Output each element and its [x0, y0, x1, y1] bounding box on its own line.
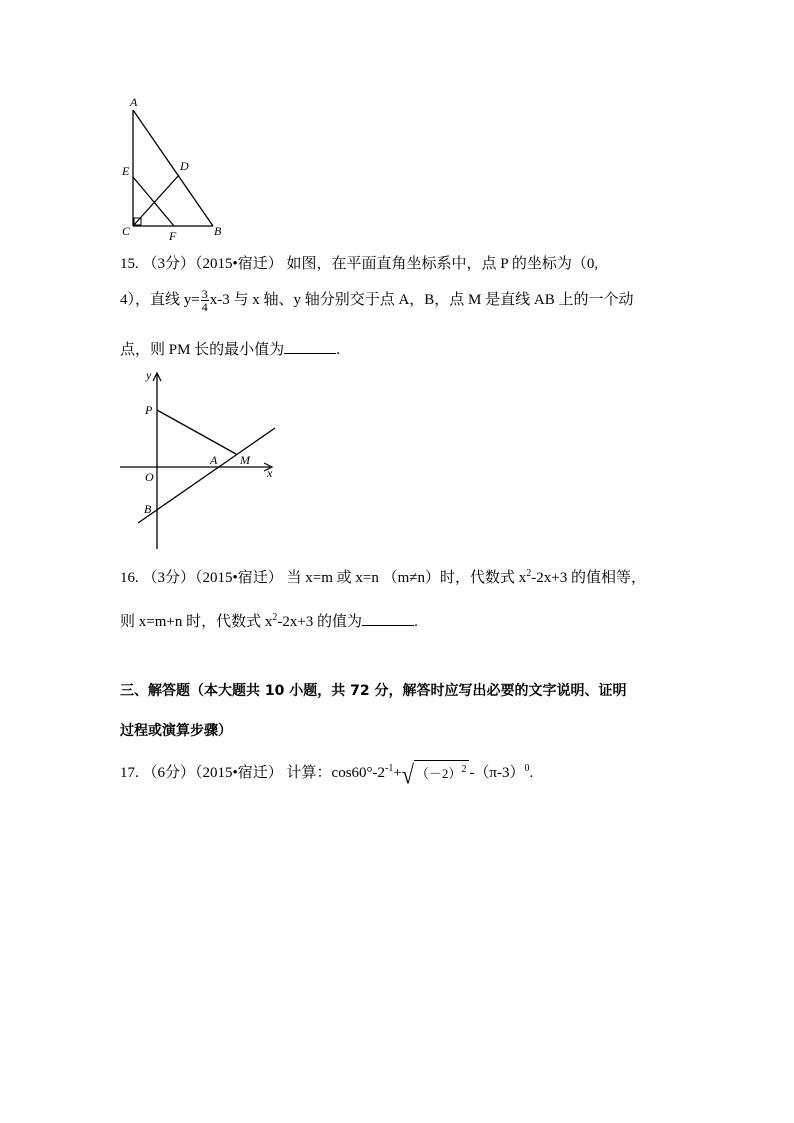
q16-line2: [120, 610, 418, 631]
q15-text-b-pre: 4），直线 y=: [120, 292, 200, 308]
fraction-numerator: 3: [201, 287, 208, 302]
label-B: B: [144, 502, 152, 516]
q17-lead: 计算：cos60°-2: [286, 765, 386, 782]
coordinate-diagram: [110, 365, 285, 555]
line-ab: [138, 428, 275, 523]
q16-text-a-pre: 当 x=m 或 x=n （m≠n）时，代数式 x: [286, 570, 527, 586]
label-P: P: [145, 403, 153, 417]
label-A: A: [210, 453, 218, 467]
label-B: B: [214, 224, 222, 238]
q15-source: （2015•宿迁）: [195, 256, 283, 272]
label-A: A: [130, 95, 138, 109]
q15-line1: [120, 252, 598, 273]
sqrt-icon: √: [401, 758, 414, 789]
q17-radicand-exponent: 2: [461, 764, 467, 775]
label-D: D: [180, 159, 189, 173]
figure-coordinate-plane: [110, 365, 285, 555]
q16-source: （2015•宿迁）: [195, 570, 283, 586]
q16-text-a-post: -2x+3 的值相等，: [531, 570, 646, 586]
label-x: x: [267, 466, 273, 480]
figure-triangle: [110, 92, 240, 242]
q16-text-b-pre: 则 x=m+n 时，代数式 x: [120, 614, 273, 630]
q15-line3: [120, 338, 340, 359]
label-O: O: [145, 470, 154, 484]
q17-tail-exponent: 0: [524, 763, 530, 775]
q17-exponent-1: -1: [385, 763, 394, 775]
section3-heading-line1: 三、解答题（本大题共 10 小题，共 72 分，解答时应写出必要的文字说明、证明: [120, 683, 627, 699]
segment-pm: [157, 410, 236, 454]
q15-text-b-post: x-3 与 x 轴、y 轴分别交于点 A，B，点 M 是直线 AB 上的一个动: [209, 292, 634, 308]
fraction-denominator: 4: [201, 300, 208, 315]
q17-score: （6分）: [142, 765, 196, 782]
q15-number: 15.: [120, 256, 139, 272]
q16-exponent-b: 2: [272, 612, 278, 623]
q15-text-c: 点，则 PM 长的最小值为: [120, 342, 285, 358]
q15-answer-blank[interactable]: [284, 341, 336, 354]
q15-text-a: 如图，在平面直角坐标系中，点 P 的坐标为（0,: [286, 256, 599, 272]
q15-fraction: [201, 288, 209, 313]
q16-score: （3分）: [142, 570, 196, 586]
q15-score: （3分）: [142, 256, 196, 272]
label-y: y: [146, 368, 152, 382]
q17-radicand-base: （－2）: [415, 766, 462, 781]
q17-tail: -（π-3）: [469, 765, 525, 782]
q15-text-c-end: .: [336, 342, 340, 358]
q17-source: （2015•宿迁）: [195, 765, 283, 782]
q17-radicand: [414, 760, 470, 782]
q16-exponent-a: 2: [526, 568, 532, 579]
q16-text-b-end: .: [414, 614, 418, 630]
q17-line1: [120, 760, 533, 788]
q16-number: 16.: [120, 570, 139, 586]
q15-line2: [120, 288, 633, 313]
q16-line1: [120, 566, 646, 587]
q17-end: .: [529, 765, 534, 782]
triangle-diagram: [110, 92, 240, 242]
q16-answer-blank[interactable]: [362, 613, 414, 626]
segment-ab: [133, 110, 213, 226]
label-M: M: [240, 453, 250, 467]
q17-plus: +: [393, 765, 402, 782]
q16-text-b-post: -2x+3 的值为: [277, 614, 363, 630]
q17-square-root: [402, 760, 470, 788]
label-C: C: [122, 224, 131, 238]
section3-heading-line2: 过程或演算步骤）: [120, 723, 232, 739]
label-E: E: [122, 164, 130, 178]
q17-number: 17.: [120, 765, 139, 782]
label-F: F: [169, 229, 177, 242]
